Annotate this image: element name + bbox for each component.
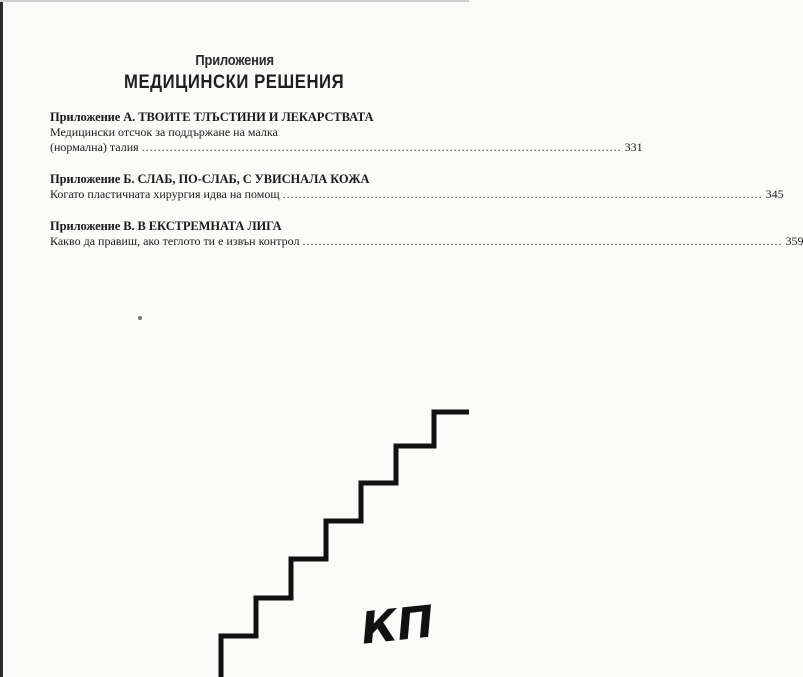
toc-entry-description: Какво да правиш, ако теглото ти е извън контрол <box>50 234 300 248</box>
toc-entry-description: Когато пластичната хирургия идва на помощ <box>50 187 280 201</box>
section-title: МЕДИЦИНСКИ РЕШЕНИЯ <box>124 72 345 93</box>
toc-entry-heading: Приложение Б. СЛАБ, ПО-СЛАБ, С УВИСНАЛА КОЖА <box>50 172 370 186</box>
toc-entry-description: (нормална) талия <box>50 140 139 154</box>
toc-page-number: 331 <box>624 140 643 154</box>
toc-page-number: 345 <box>765 187 784 201</box>
toc-entry-heading: Приложение В. В ЕКСТРЕМНАТА ЛИГА <box>50 219 282 233</box>
stamp-initials: КП <box>358 596 437 655</box>
dot-leader: ........................................................................................................................ <box>282 187 763 201</box>
section-kicker: Приложения <box>195 52 274 69</box>
dot-leader: ........................................................................................................................ <box>141 140 622 154</box>
toc-entry-heading: Приложение А. ТВОИТЕ ТЛЪСТИНИ И ЛЕКАРСТВАТА <box>50 110 374 124</box>
dot-leader: ........................................................................................................................ <box>302 234 783 248</box>
toc-entry-description: Медицински отсчок за поддържане на малка <box>50 125 278 139</box>
toc-page-number: 359 <box>785 234 803 248</box>
